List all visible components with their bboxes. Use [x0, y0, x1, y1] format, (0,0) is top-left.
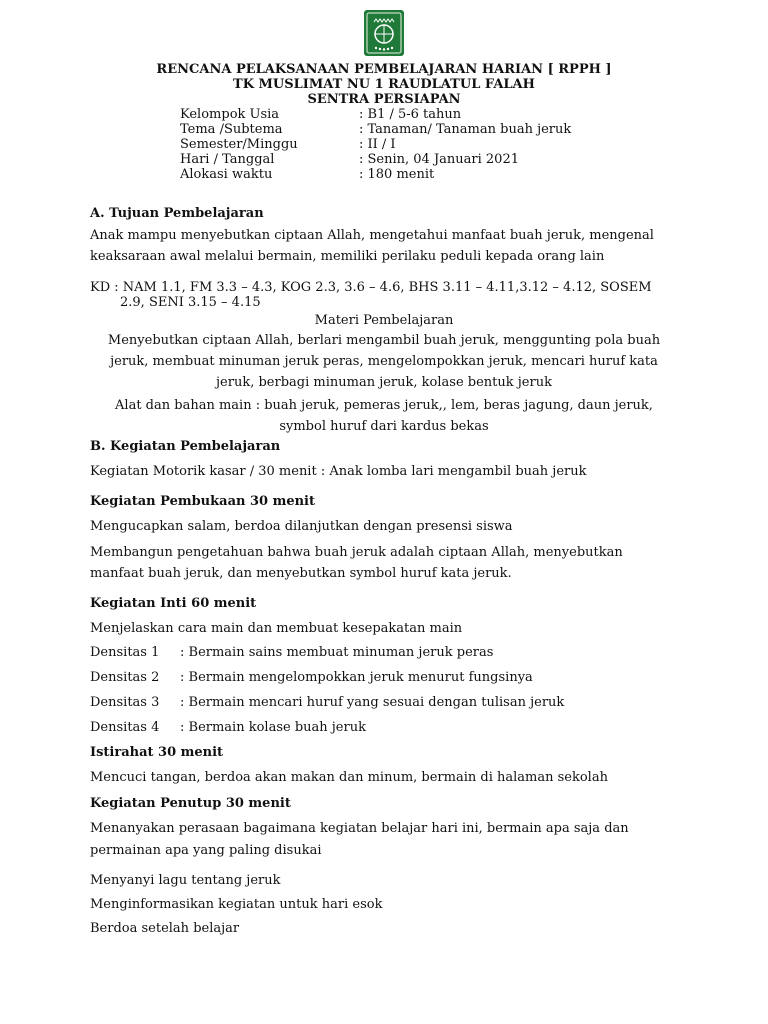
densitas-label: Densitas 4	[90, 720, 160, 735]
info-value: : Tanaman/ Tanaman buah jeruk	[359, 122, 572, 137]
info-label: Tema /Subtema	[180, 122, 283, 137]
school-name: TK MUSLIMAT NU 1 RAUDLATUL FALAH	[233, 77, 535, 92]
kd-line-1: KD : NAM 1.1, FM 3.3 – 4.3, KOG 2.3, 3.6 – 4.6, BHS 3.11 – 4.11,3.12 – 4.12, SOSEM	[90, 280, 652, 295]
nu-emblem-icon	[362, 8, 406, 58]
inti-line-1: Menjelaskan cara main dan membuat kesepakatan main	[90, 621, 463, 636]
section-b-title: B. Kegiatan Pembelajaran	[90, 439, 281, 454]
penutup-line-3: Menginformasikan kegiatan untuk hari esok	[90, 897, 383, 912]
info-value: : Senin, 04 Januari 2021	[359, 152, 519, 167]
tujuan-line-2: keaksaraan awal melalui bermain, memiliki perilaku peduli kepada orang lain	[90, 249, 605, 264]
istirahat-line-1: Mencuci tangan, berdoa akan makan dan minum, bermain di halaman sekolah	[90, 770, 608, 785]
section-a-title: A. Tujuan Pembelajaran	[90, 206, 264, 221]
info-label: Semester/Minggu	[180, 137, 298, 152]
tujuan-line-1: Anak mampu menyebutkan ciptaan Allah, mengetahui manfaat buah jeruk, mengenal	[90, 228, 654, 243]
kd-line-2: 2.9, SENI 3.15 – 4.15	[120, 295, 261, 310]
densitas-label: Densitas 1	[90, 645, 160, 660]
inti-title: Kegiatan Inti 60 menit	[90, 596, 257, 611]
penutup-line-4: Berdoa setelah belajar	[90, 921, 240, 936]
densitas-value: : Bermain mengelompokkan jeruk menurut fungsinya	[180, 670, 533, 685]
document-title: RENCANA PELAKSANAAN PEMBELAJARAN HARIAN [ RPPH ]	[156, 62, 612, 77]
info-value: : 180 menit	[359, 167, 435, 182]
alat-line-2: symbol huruf dari kardus bekas	[279, 419, 489, 434]
alat-line-1: Alat dan bahan main : buah jeruk, pemeras jeruk,, lem, beras jagung, daun jeruk,	[115, 398, 653, 413]
pembukaan-line-2a: Membangun pengetahuan bahwa buah jeruk adalah ciptaan Allah, menyebutkan	[90, 545, 623, 560]
materi-line-2: jeruk, membuat minuman jeruk peras, mengelompokkan jeruk, mencari huruf kata	[110, 354, 658, 369]
info-label: Hari / Tanggal	[180, 152, 275, 167]
info-label: Alokasi waktu	[180, 167, 273, 182]
pembukaan-line-2b: manfaat buah jeruk, dan menyebutkan symbol huruf kata jeruk.	[90, 566, 512, 581]
densitas-value: : Bermain mencari huruf yang sesuai dengan tulisan jeruk	[180, 695, 565, 710]
penutup-title: Kegiatan Penutup 30 menit	[90, 796, 291, 811]
materi-line-3: jeruk, berbagi minuman jeruk, kolase bentuk jeruk	[216, 375, 552, 390]
penutup-line-2: Menyanyi lagu tentang jeruk	[90, 873, 281, 888]
materi-title: Materi Pembelajaran	[314, 313, 454, 328]
densitas-value: : Bermain sains membuat minuman jeruk peras	[180, 645, 494, 660]
sentra-name: SENTRA PERSIAPAN	[307, 92, 461, 107]
penutup-line-1b: permainan apa yang paling disukai	[90, 843, 322, 858]
pembukaan-title: Kegiatan Pembukaan 30 menit	[90, 494, 316, 509]
info-value: : B1 / 5-6 tahun	[359, 107, 462, 122]
info-label: Kelompok Usia	[180, 107, 280, 122]
info-value: : II / I	[359, 137, 396, 152]
penutup-line-1a: Menanyakan perasaan bagaimana kegiatan belajar hari ini, bermain apa saja dan	[90, 821, 629, 836]
pembukaan-line-1: Mengucapkan salam, berdoa dilanjutkan dengan presensi siswa	[90, 519, 513, 534]
istirahat-title: Istirahat 30 menit	[90, 745, 224, 760]
densitas-label: Densitas 3	[90, 695, 160, 710]
densitas-label: Densitas 2	[90, 670, 160, 685]
materi-line-1: Menyebutkan ciptaan Allah, berlari mengambil buah jeruk, menggunting pola buah	[107, 333, 661, 348]
motorik-line: Kegiatan Motorik kasar / 30 menit : Anak lomba lari mengambil buah jeruk	[90, 464, 587, 479]
densitas-value: : Bermain kolase buah jeruk	[180, 720, 366, 735]
